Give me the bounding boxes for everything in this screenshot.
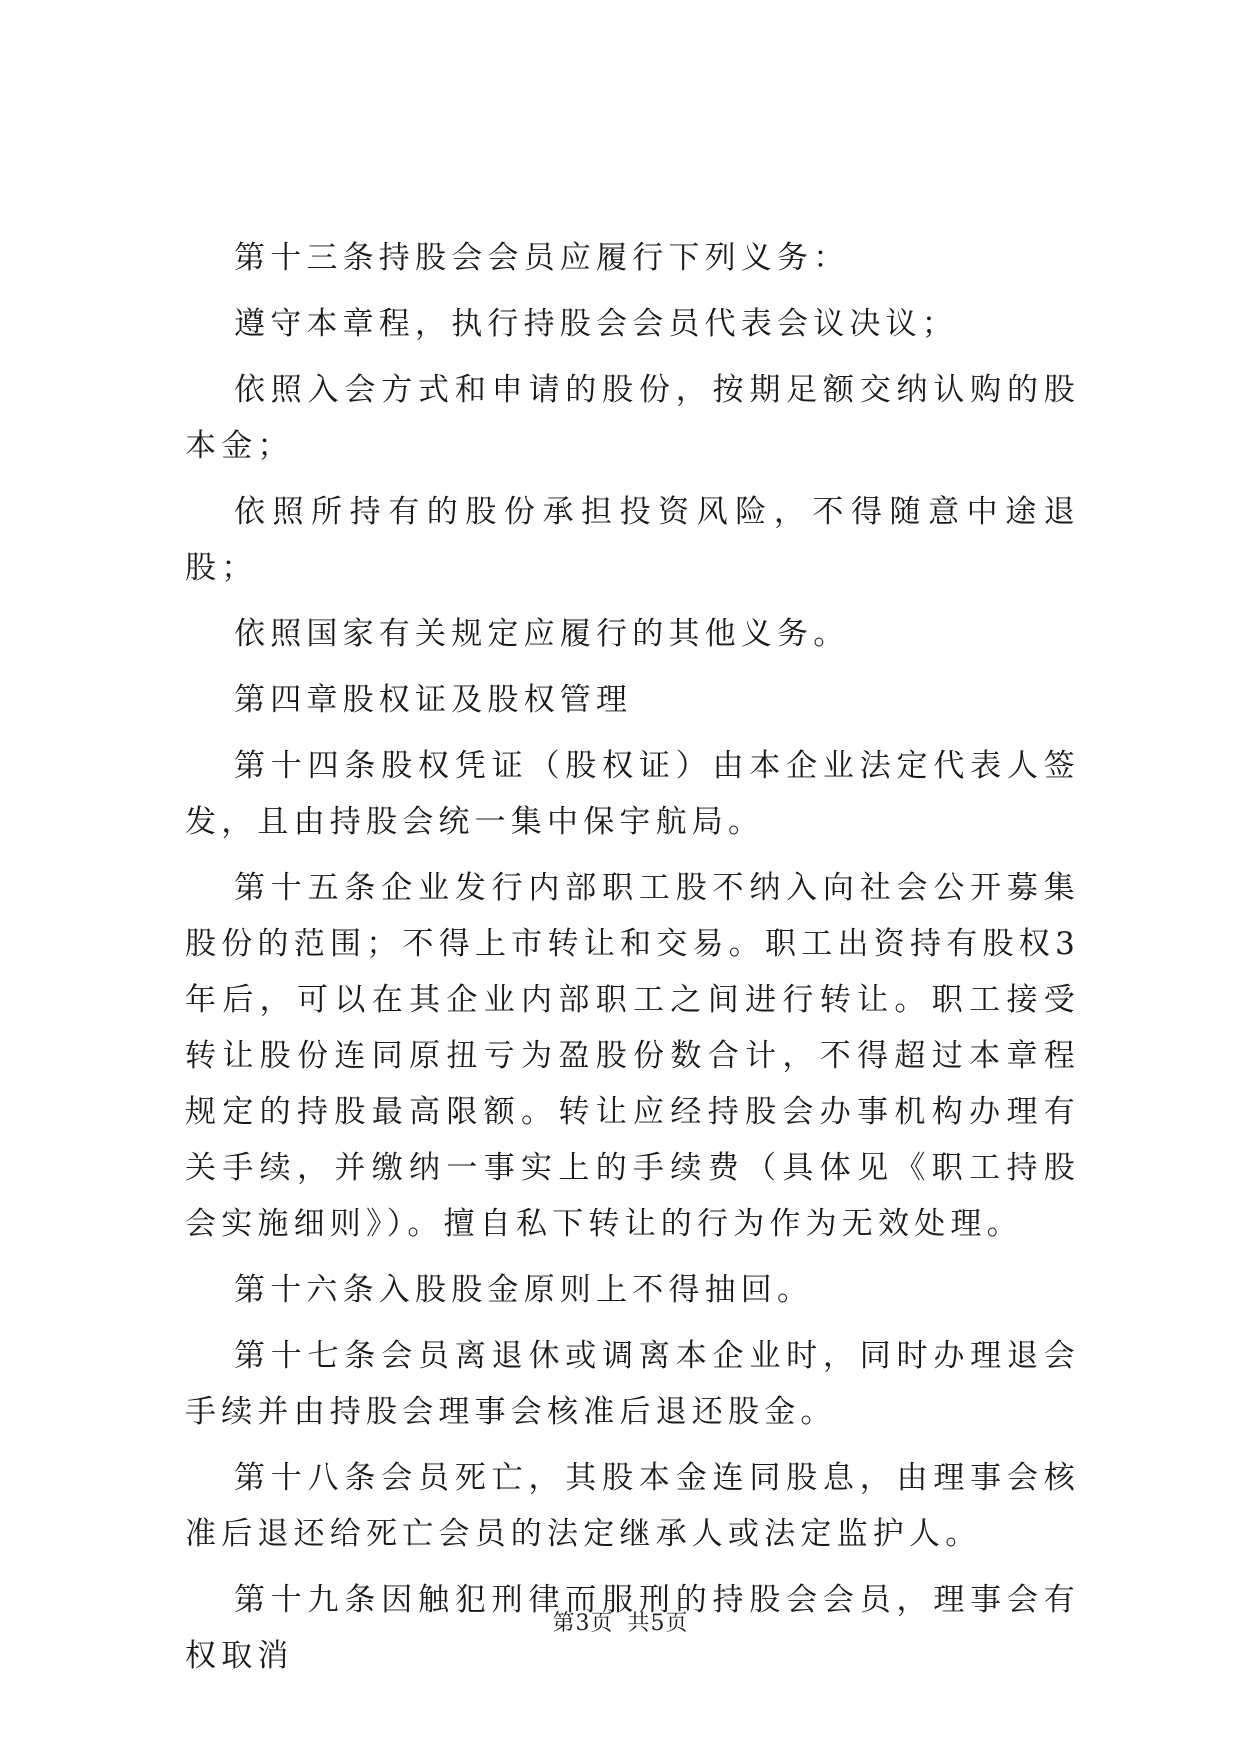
paragraph-duty-3: 依照所持有的股份承担投资风险，不得随意中途退股； — [185, 494, 1080, 586]
chapter-4-heading: 第四章股权证及股权管理 — [234, 682, 633, 718]
document-body — [185, 230, 1080, 1694]
paragraph-duty-2: 依照入会方式和申请的股份，按期足额交纳认购的股本金； — [185, 372, 1080, 464]
paragraph-duty-4: 依照国家有关规定应履行的其他义务。 — [234, 616, 850, 652]
paragraph-article-15: 第十五条企业发行内部职工股不纳入向社会公开募集股份的范围；不得上市转让和交易。职工出资持有股权3年后，可以在其企业内部职工之间进行转让。职工接受转让股份连同原扭亏为盈股份数合计，不得超过本章程规定的持股最高限额。转让应经持股会办事机构办理有关手续，并缴纳一事实上的手续费（具体见《职工持股会实施细则》）。擅自私下转让的行为作为无效处理。 — [185, 870, 1080, 1242]
paragraph-article-14: 第十四条股权凭证（股权证）由本企业法定代表人签发，且由持股会统一集中保宇航局。 — [185, 748, 1080, 840]
paragraph-article-16: 第十六条入股股金原则上不得抽回。 — [234, 1272, 814, 1308]
paragraph-duty-1: 遵守本章程，执行持股会会员代表会议决议； — [234, 306, 958, 342]
paragraph-article-18: 第十八条会员死亡，其股本金连同股息，由理事会核准后退还给死亡会员的法定继承人或法定监护人。 — [185, 1460, 1080, 1552]
page-footer — [0, 1606, 1241, 1637]
page-number: 第3页 — [552, 1611, 614, 1636]
paragraph-article-13-heading: 第十三条持股会会员应履行下列义务： — [234, 240, 850, 276]
paragraph-article-19: 第十九条因触犯刑律而服刑的持股会会员，理事会有权取消 — [185, 1582, 1080, 1674]
paragraph-article-17: 第十七条会员离退休或调离本企业时，同时办理退会手续并由持股会理事会核准后退还股金。 — [185, 1338, 1080, 1430]
total-pages: 共5页 — [627, 1611, 689, 1636]
